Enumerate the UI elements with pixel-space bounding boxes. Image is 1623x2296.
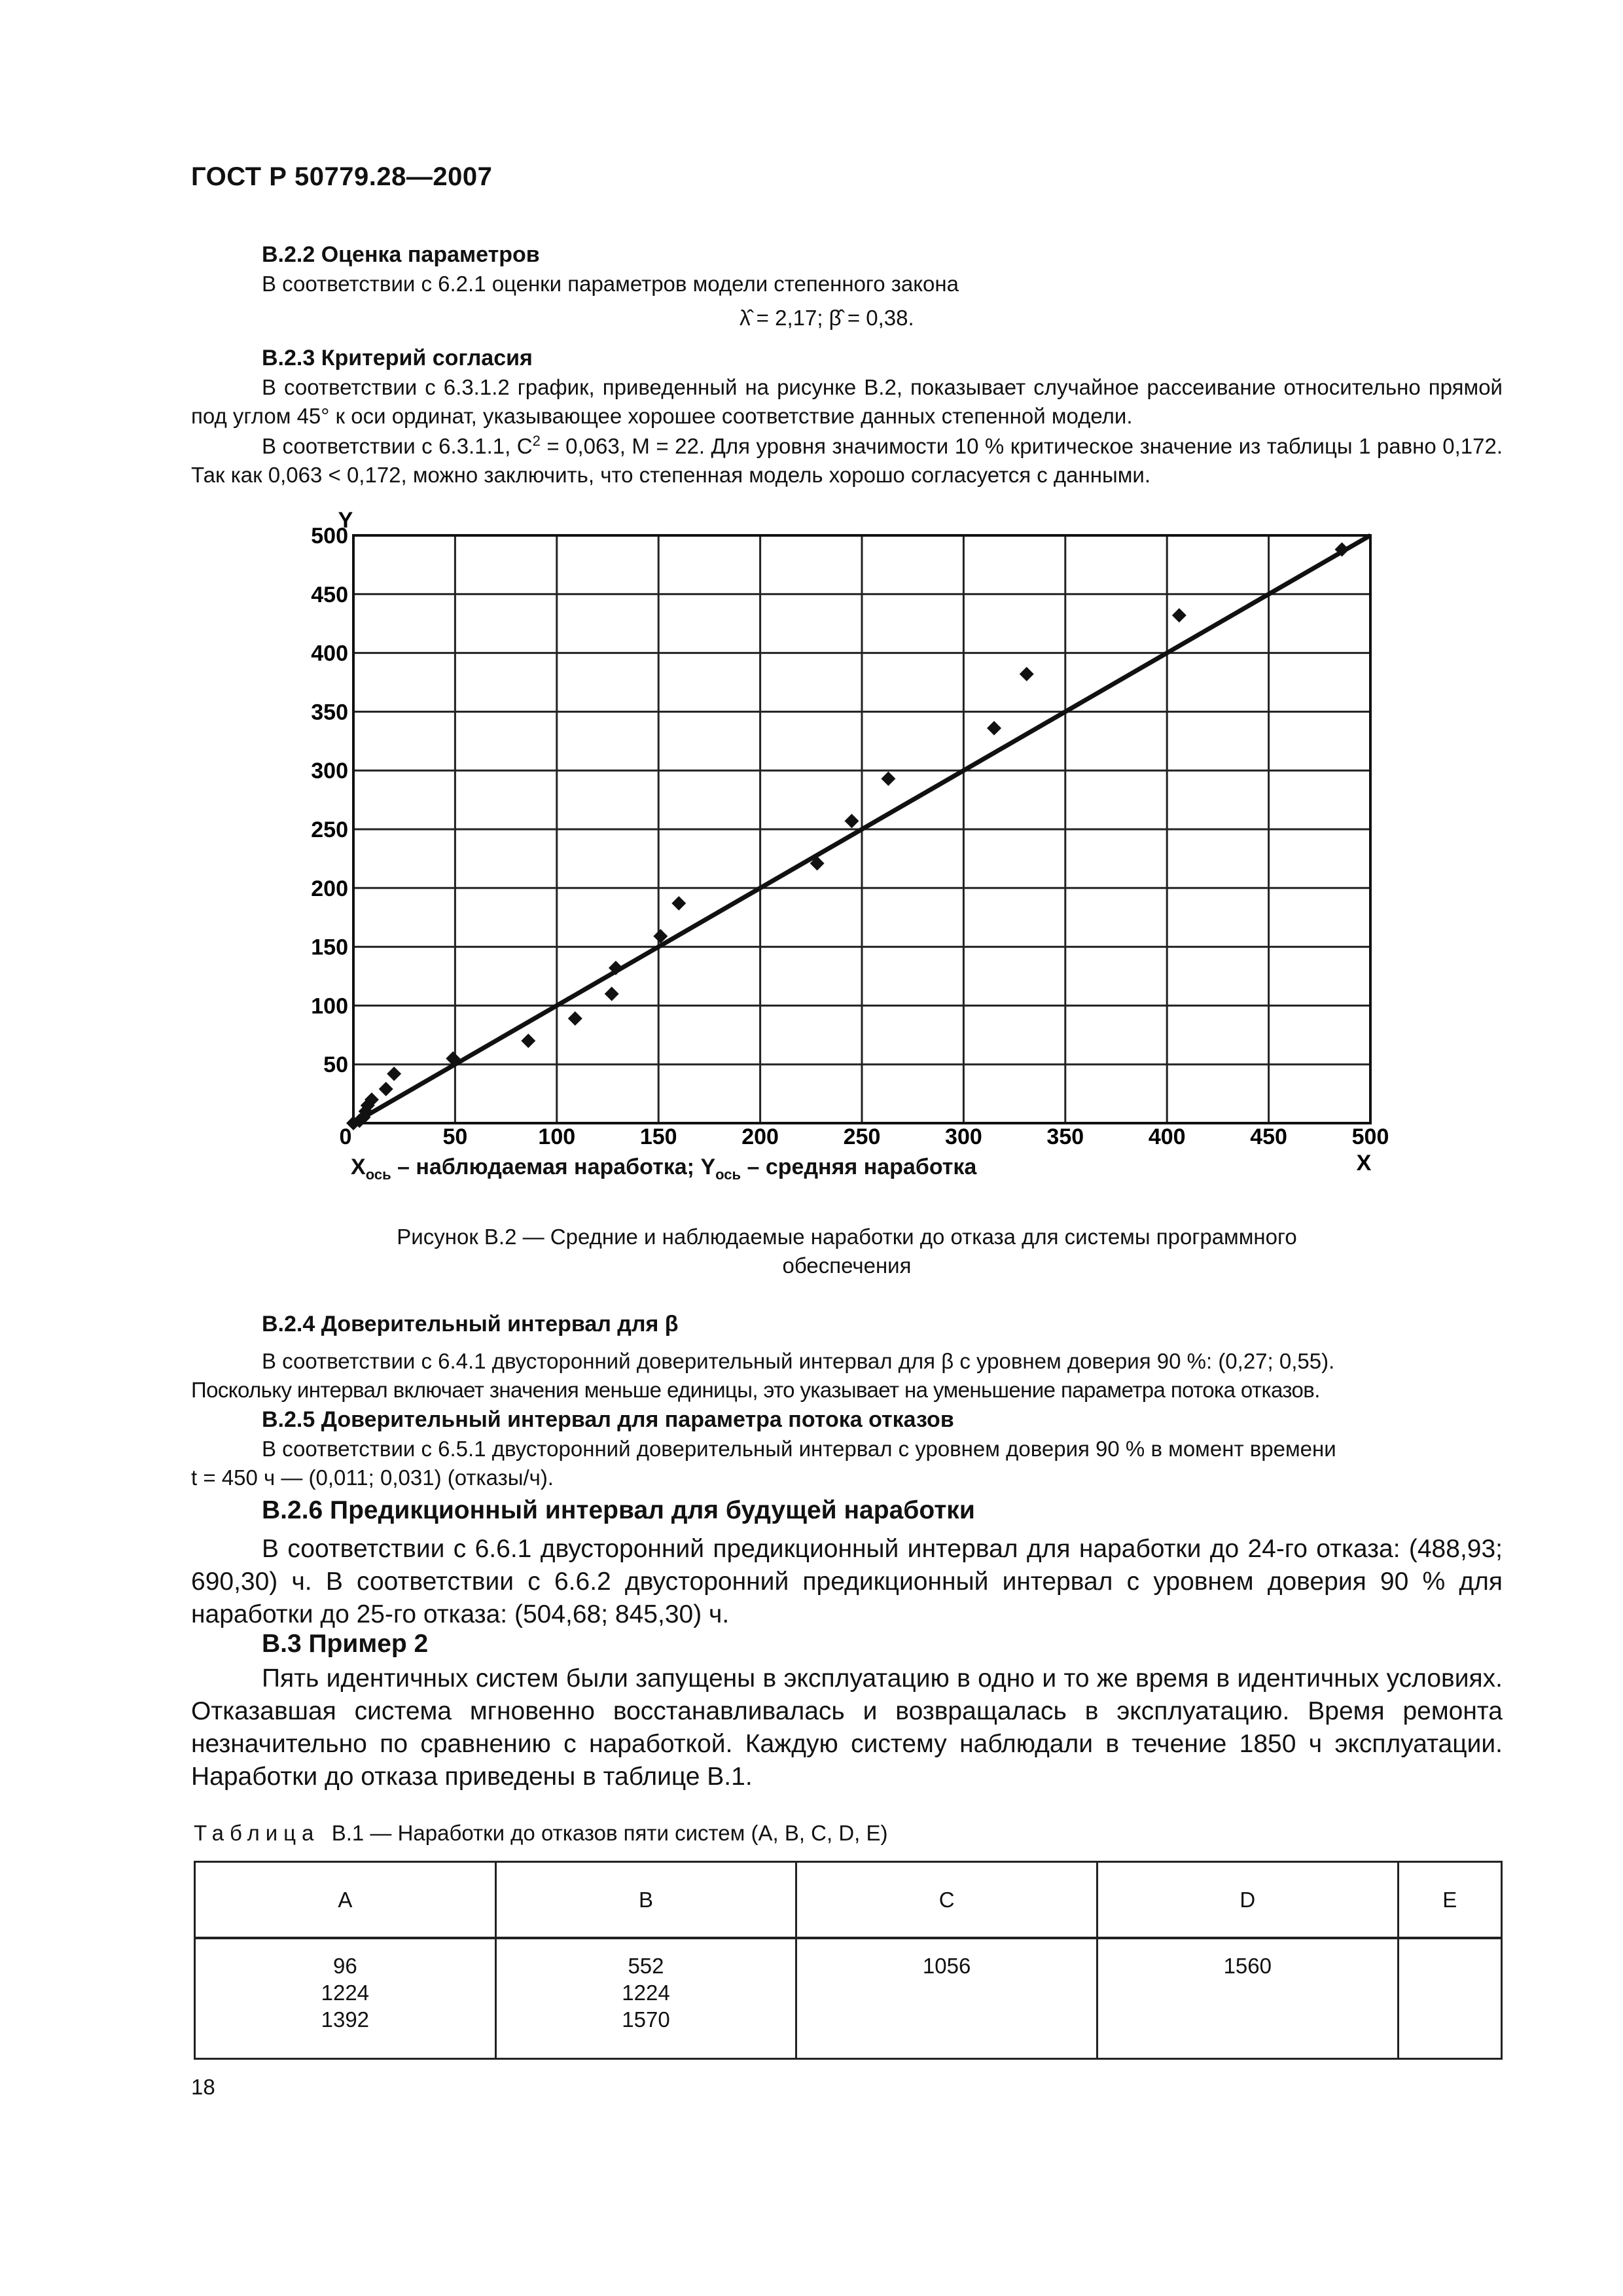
y-tick-label: 450	[311, 582, 348, 607]
section-b23-paragraph-2: В соответствии с 6.3.1.1, $C^2 = 0,063$, M = 22. Для уровня значимости 10 % критическое значение из таблицы 1 равно 0,172. Так как 0,063 < 0,172, можно заключить, что степенная модель хорошо согласуется с данными.	[191, 433, 1503, 487]
y-tick-label: 350	[311, 700, 348, 725]
section-b25-paragraph-1: В соответствии с 6.5.1 двусторонний доверительный интервал с уровнем доверия 90 % в момент времени	[262, 1437, 1336, 1461]
cell-c: 1056	[796, 1938, 1097, 2059]
x-tick-label: 50	[442, 1124, 468, 1149]
y-tick-label: 300	[311, 759, 348, 784]
section-b22-heading: В.2.2 Оценка параметров	[262, 242, 540, 267]
section-b23-paragraph-1: В соответствии с 6.3.1.2 график, приведенный на рисунке В.2, показывает случайное рассеивание относительно прямой под углом 45° к оси ординат, указывающее хорошее соответствие данных степенной модели.	[191, 375, 1503, 428]
y-tick-label: 150	[311, 935, 348, 960]
y-tick-label: 400	[311, 641, 348, 666]
section-b25-heading: В.2.5 Доверительный интервал для параметра потока отказов	[262, 1407, 954, 1432]
x-tick-label: 400	[1148, 1124, 1186, 1149]
table-header-row	[195, 1862, 1502, 1939]
data-point	[605, 986, 619, 1001]
x-tick-label: 100	[538, 1124, 576, 1149]
failure-times-table	[194, 1861, 1503, 2060]
data-point	[1172, 608, 1186, 622]
section-b26-paragraph: В соответствии с 6.6.1 двусторонний предикционный интервал для наработки до 24-го отказа: (488,93; 690,30) ч. В соответствии с 6.6.2 двусторонний предикционный интервал с уровнем доверия 90 % для наработки до 25-го отказа: (504,68; 845,30) ч.	[191, 1535, 1503, 1628]
data-point	[987, 721, 1001, 736]
column-header-b: В	[495, 1862, 796, 1939]
column-header-d: D	[1097, 1862, 1398, 1939]
data-point	[379, 1082, 393, 1096]
data-point	[387, 1067, 401, 1081]
column-header-a: А	[195, 1862, 496, 1939]
y-tick-label: 200	[311, 876, 348, 901]
figure-caption: Рисунок В.2 — Средние и наблюдаемые наработки до отказа для системы программного обеспечения	[397, 1225, 1297, 1278]
x-tick-label: 350	[1046, 1124, 1084, 1149]
table-row	[195, 1938, 1502, 2059]
section-b24-paragraph-1: В соответствии с 6.4.1 двусторонний доверительный интервал для β с уровнем доверия 90 %: (0,27; 0,55).	[262, 1349, 1335, 1373]
page-number: 18	[191, 2075, 215, 2099]
y-tick-label: 50	[323, 1052, 348, 1078]
section-b22-text: В соответствии с 6.2.1 оценки параметров модели степенного закона	[262, 272, 959, 296]
section-b3-paragraph: Пять идентичных систем были запущены в эксплуатацию в одно и то же время в идентичных условиях. Отказавшая система мгновенно восстанавливалась и возвращалась в эксплуатацию. Время ремонта незначительно по сравнению с наработкой. Каждую систему наблюдали в течение 1850 ч эксплуатации. Наработки до отказа приведены в таблице В.1.	[191, 1664, 1503, 1791]
data-point	[844, 814, 859, 828]
table-caption: Таблица В.1 — Наработки до отказов пяти систем (А, В, С, D, Е)	[194, 1821, 888, 1845]
cell-d: 1560	[1097, 1938, 1398, 2059]
y-tick-labels	[311, 524, 348, 1077]
cell-b: 552 1224 1570	[495, 1938, 796, 2059]
section-b23-heading: В.2.3 Критерий согласия	[262, 346, 533, 370]
x-tick-label: 450	[1250, 1124, 1287, 1149]
section-b24-paragraph-2: Поскольку интервал включает значения меньше единицы, это указывает на уменьшение параметра потока отказов.	[191, 1378, 1320, 1402]
x-origin-label: 0	[339, 1124, 352, 1149]
document-header: ГОСТ Р 50779.28—2007	[191, 162, 493, 191]
section-b3-heading: В.3 Пример 2	[262, 1630, 429, 1658]
x-axis-letter: X	[1356, 1151, 1372, 1175]
x-tick-label: 200	[741, 1124, 779, 1149]
cell-e	[1398, 1938, 1501, 2059]
parameter-estimates-formula: λ̂ = 2,17; β̂ = 0,38.	[740, 306, 914, 330]
data-point	[671, 896, 686, 910]
axis-legend: $X_{ось}$ – наблюдаемая наработка; $Y_{ось}$ – средняя наработка	[351, 1155, 977, 1183]
x-tick-labels	[442, 1124, 1389, 1149]
x-tick-label: 500	[1351, 1124, 1389, 1149]
y-axis-letter: Y	[338, 508, 353, 533]
data-point	[568, 1011, 582, 1026]
x-tick-label: 300	[945, 1124, 982, 1149]
column-header-c: С	[796, 1862, 1097, 1939]
x-tick-label: 150	[639, 1124, 677, 1149]
x-tick-label: 250	[843, 1124, 881, 1149]
column-header-e: Е	[1398, 1862, 1501, 1939]
y-tick-label: 100	[311, 994, 348, 1019]
data-point	[881, 772, 895, 786]
data-point	[521, 1033, 535, 1048]
cell-a: 96 1224 1392	[195, 1938, 496, 2059]
section-b26-heading: В.2.6 Предикционный интервал для будущей наработки	[262, 1496, 975, 1524]
section-b24-heading: В.2.4 Доверительный интервал для β	[262, 1312, 679, 1336]
y-tick-label: 250	[311, 817, 348, 842]
section-b25-paragraph-2: t = 450 ч — (0,011; 0,031) (отказы/ч).	[191, 1465, 554, 1490]
y-tick-label: 500	[311, 524, 348, 548]
data-point	[1020, 667, 1034, 681]
